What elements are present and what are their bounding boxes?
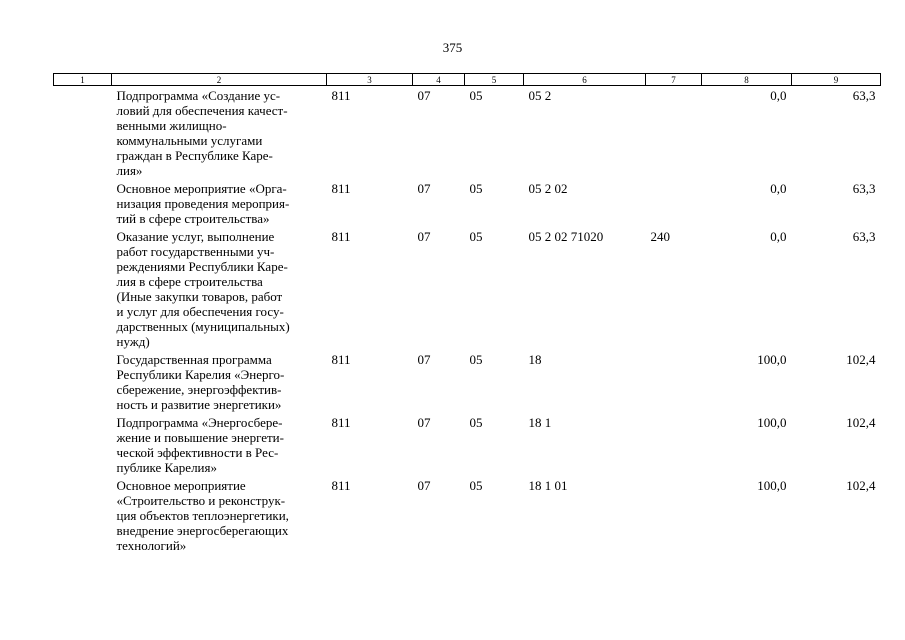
column-header: 5 xyxy=(465,74,524,86)
table-row xyxy=(54,86,881,180)
section-code-cell: 07 xyxy=(417,352,431,367)
column-number-row xyxy=(54,74,881,86)
section-code-cell: 07 xyxy=(417,415,431,430)
item-name-line: ческой эффективности в Рес- xyxy=(116,445,279,460)
expense-type-cell xyxy=(646,476,702,554)
expense-type-cell xyxy=(646,86,702,180)
item-name-line: Государственная программа xyxy=(116,352,272,367)
subsection-code-cell: 05 xyxy=(469,415,483,430)
item-name-line: (Иные закупки товаров, работ xyxy=(116,289,283,304)
amount-year1-cell: 0,0 xyxy=(770,88,787,103)
amount-year1-cell: 0,0 xyxy=(770,181,787,196)
item-name-line: публике Карелия» xyxy=(116,460,217,475)
table-row xyxy=(54,413,881,476)
subsection-code-cell: 05 xyxy=(469,478,483,493)
ministry-code-cell: 811 xyxy=(331,415,351,430)
subsection-code-cell: 05 xyxy=(469,181,483,196)
item-name-cell xyxy=(112,227,327,350)
item-name-cell xyxy=(112,179,327,227)
amount-year2-cell: 63,3 xyxy=(852,229,876,244)
amount-year1-cell: 100,0 xyxy=(757,415,787,430)
item-name-line: дарственных (муниципальных) xyxy=(116,319,290,334)
expense-type-cell xyxy=(646,179,702,227)
target-article-cell: 18 xyxy=(528,352,542,367)
section-code-cell: 07 xyxy=(417,478,431,493)
column-header: 3 xyxy=(327,74,413,86)
item-name-line: Оказание услуг, выполнение xyxy=(116,229,275,244)
item-name-line: ция объектов теплоэнергетики, xyxy=(116,508,289,523)
amount-year1-cell: 0,0 xyxy=(770,229,787,244)
table-row xyxy=(54,350,881,413)
item-name-line: Основное мероприятие xyxy=(116,478,246,493)
row-index-cell xyxy=(54,227,112,350)
column-header: 2 xyxy=(112,74,327,86)
subsection-code-cell: 05 xyxy=(469,352,483,367)
item-name-line: работ государственными уч- xyxy=(116,244,275,259)
column-header: 6 xyxy=(524,74,646,86)
table-row xyxy=(54,476,881,554)
column-header: 7 xyxy=(646,74,702,86)
ministry-code-cell: 811 xyxy=(331,229,351,244)
table-row xyxy=(54,179,881,227)
column-header: 1 xyxy=(54,74,112,86)
budget-table xyxy=(53,73,881,554)
row-index-cell xyxy=(54,476,112,554)
item-name-line: технологий» xyxy=(116,538,187,553)
ministry-code-cell: 811 xyxy=(331,88,351,103)
item-name-line: внедрение энергосберегающих xyxy=(116,523,289,538)
amount-year2-cell: 63,3 xyxy=(852,88,876,103)
item-name-line: реждениями Республики Каре- xyxy=(116,259,288,274)
item-name-line: Подпрограмма «Энергосбере- xyxy=(116,415,283,430)
amount-year2-cell: 102,4 xyxy=(846,478,876,493)
subsection-code-cell: 05 xyxy=(469,88,483,103)
item-name-cell xyxy=(112,413,327,476)
ministry-code-cell: 811 xyxy=(331,181,351,196)
item-name-line: ловий для обеспечения качест- xyxy=(116,103,288,118)
section-code-cell: 07 xyxy=(417,181,431,196)
item-name-cell xyxy=(112,86,327,180)
target-article-cell: 05 2 02 71020 xyxy=(528,229,604,244)
section-code-cell: 07 xyxy=(417,229,431,244)
page-number: 375 xyxy=(442,40,463,55)
item-name-line: сбережение, энергоэффектив- xyxy=(116,382,282,397)
expense-type-cell: 240 xyxy=(650,229,670,244)
item-name-line: ность и развитие энергетики» xyxy=(116,397,282,412)
table-row xyxy=(54,227,881,350)
item-name-line: Основное мероприятие «Орга- xyxy=(116,181,287,196)
target-article-cell: 05 2 xyxy=(528,88,552,103)
column-header: 4 xyxy=(413,74,465,86)
ministry-code-cell: 811 xyxy=(331,352,351,367)
target-article-cell: 18 1 xyxy=(528,415,552,430)
item-name-line: граждан в Республике Каре- xyxy=(116,148,273,163)
ministry-code-cell: 811 xyxy=(331,478,351,493)
item-name-cell xyxy=(112,476,327,554)
item-name-line: лия» xyxy=(116,163,143,178)
expense-type-cell xyxy=(646,350,702,413)
target-article-cell: 05 2 02 xyxy=(528,181,568,196)
column-header: 9 xyxy=(792,74,881,86)
item-name-cell xyxy=(112,350,327,413)
amount-year1-cell: 100,0 xyxy=(757,352,787,367)
row-index-cell xyxy=(54,179,112,227)
target-article-cell: 18 1 01 xyxy=(528,478,568,493)
item-name-line: тий в сфере строительства» xyxy=(116,211,270,226)
subsection-code-cell: 05 xyxy=(469,229,483,244)
expense-type-cell xyxy=(646,413,702,476)
item-name-line: Республики Карелия «Энерго- xyxy=(116,367,285,382)
section-code-cell: 07 xyxy=(417,88,431,103)
item-name-line: нужд) xyxy=(116,334,150,349)
item-name-line: лия в сфере строительства xyxy=(116,274,263,289)
table-body xyxy=(54,86,881,555)
item-name-line: жение и повышение энергети- xyxy=(116,430,284,445)
column-header: 8 xyxy=(702,74,792,86)
item-name-line: венными жилищно- xyxy=(116,118,227,133)
row-index-cell xyxy=(54,86,112,180)
item-name-line: «Строительство и реконструк- xyxy=(116,493,286,508)
amount-year2-cell: 63,3 xyxy=(852,181,876,196)
item-name-line: коммунальными услугами xyxy=(116,133,263,148)
row-index-cell xyxy=(54,413,112,476)
item-name-line: низация проведения мероприя- xyxy=(116,196,290,211)
row-index-cell xyxy=(54,350,112,413)
amount-year2-cell: 102,4 xyxy=(846,352,876,367)
amount-year1-cell: 100,0 xyxy=(757,478,787,493)
table-header xyxy=(54,74,881,86)
amount-year2-cell: 102,4 xyxy=(846,415,876,430)
item-name-line: Подпрограмма «Создание ус- xyxy=(116,88,281,103)
item-name-line: и услуг для обеспечения госу- xyxy=(116,304,284,319)
